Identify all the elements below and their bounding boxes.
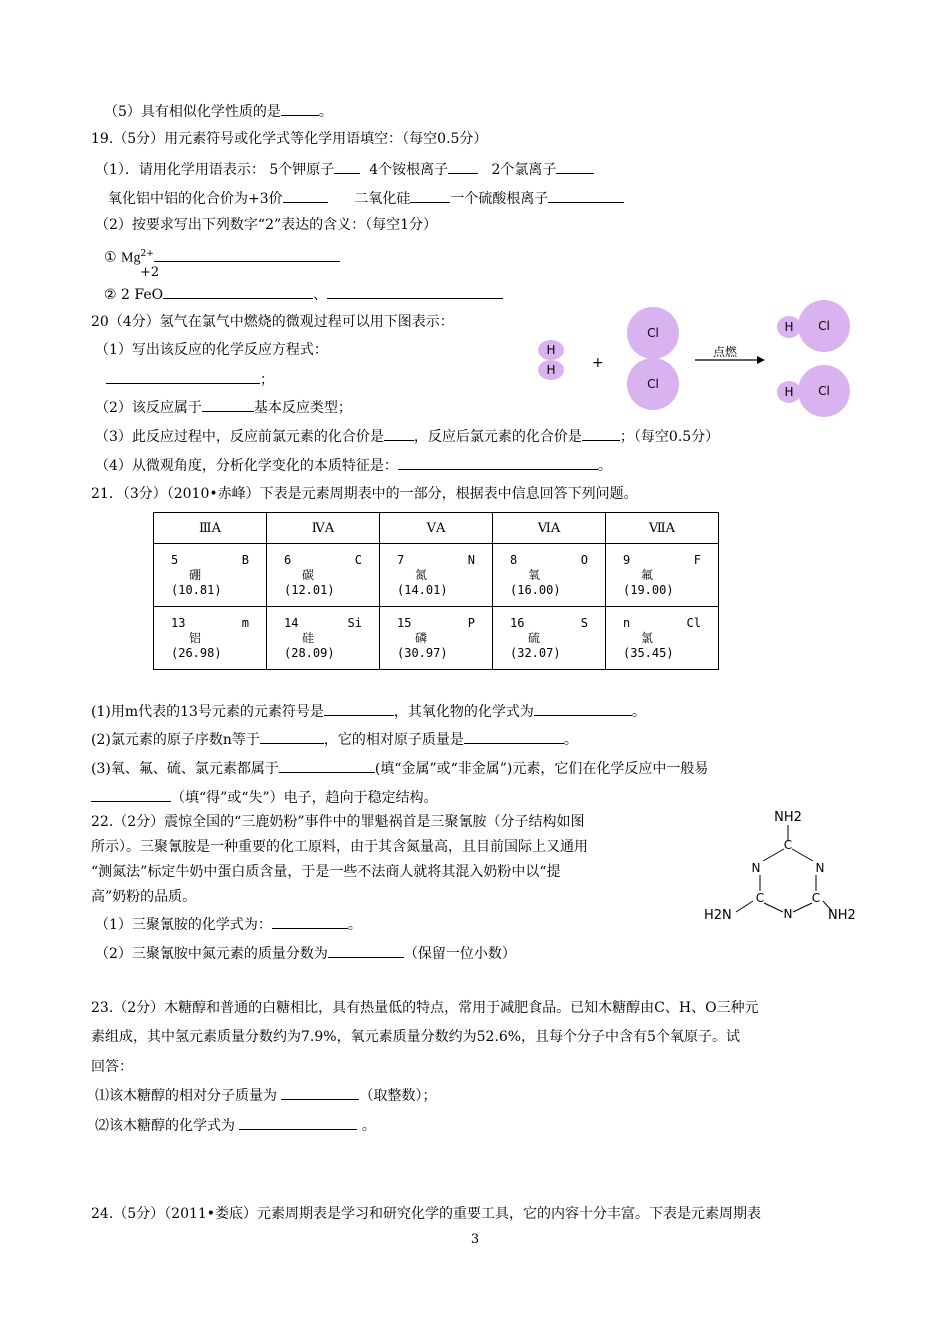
q23-line3: 回答： xyxy=(91,1059,133,1075)
q22-line3: “测氮法”标定牛奶中蛋白质含量，于是一些不法商人就将其混入奶粉中以“提 xyxy=(91,864,561,880)
element-cell: n Cl 氯 (35.45) xyxy=(606,607,719,670)
q18-line5: （5）具有相似化学性质的是 。 xyxy=(104,104,333,120)
blank[interactable] xyxy=(410,189,450,203)
q21-q3: (3)氧、氟、硫、氯元素都属于 (填“金属”或“非金属”)元素，它们在化学反应中一般易 xyxy=(91,761,709,777)
blank[interactable] xyxy=(281,1086,359,1100)
q21-q2: (2)氯元素的原子序数n等于 ，它的相对原子质量是 。 xyxy=(91,732,578,748)
q22-part2: （2）三聚氰胺中氮元素的质量分数为 （保留一位小数） xyxy=(95,946,516,962)
page-number: 3 xyxy=(470,1232,480,1247)
q19-item2: ② 2 FeO 、 xyxy=(104,285,503,304)
carbon-atom: C xyxy=(811,891,821,905)
blank[interactable] xyxy=(534,702,632,716)
q21-q1: (1)用m代表的13号元素的元素符号是 ，其氧化物的化学式为 。 xyxy=(91,704,646,720)
element-cell: 13 m 铝 (26.98) xyxy=(154,607,267,670)
blank[interactable] xyxy=(239,1116,357,1130)
q20-part2: （2）该反应属于 基本反应类型； xyxy=(95,400,352,416)
q20-part3: （3）此反应过程中，反应前氯元素的化合价是 ，反应后氯元素的化合价是 ；（每空0.5分） xyxy=(95,429,720,445)
carbon-atom: C xyxy=(783,838,793,852)
hydrogen-atom: H xyxy=(538,340,564,360)
periodic-table xyxy=(153,512,719,670)
melamine-structure xyxy=(700,805,865,925)
reaction-arrow-icon xyxy=(695,354,765,366)
blank[interactable] xyxy=(464,730,564,744)
ignition-label: 点燃 xyxy=(713,345,738,359)
nitrogen-atom: N xyxy=(815,861,825,875)
amino-group: NH2 xyxy=(774,810,802,825)
chlorine-atom: Cl xyxy=(627,307,679,359)
group-header: ⅢA xyxy=(154,513,267,544)
q23-line2: 素组成，其中氢元素质量分数约为7.9%，氧元素质量分数约为52.6%，且每个分子中含有5个氧原子。试 xyxy=(91,1029,740,1045)
q19-part2: （2）按要求写出下列数字“2”表达的含义：（每空1分） xyxy=(95,217,438,233)
nitrogen-atom: N xyxy=(751,861,761,875)
element-cell: 6 C 碳 (12.01) xyxy=(267,544,380,607)
q20-part1-answer: ； xyxy=(106,370,274,389)
blank[interactable] xyxy=(398,456,598,470)
blank[interactable] xyxy=(202,398,254,412)
blank[interactable] xyxy=(91,788,171,802)
q21-title: 21．（3分）（2010•赤峰）下表是元素周期表中的一部分，根据表中信息回答下列问题。 xyxy=(91,486,638,502)
element-cell: 8 O 氧 (16.00) xyxy=(493,544,606,607)
q23-line1: 23.（2分）木糖醇和普通的白糖相比，具有热量低的特点，常用于减肥食品。已知木糖醇由C、H、O三种元 xyxy=(91,1000,759,1016)
group-header: ⅦA xyxy=(606,513,719,544)
q22-line1: 22.（2分）震惊全国的“三鹿奶粉”事件中的罪魁祸首是三聚氰胺（分子结构如图 xyxy=(91,814,585,830)
q24-line1: 24.（5分）（2011•娄底）元素周期表是学习和研究化学的重要工具，它的内容十分丰富。下表是元素周期表 xyxy=(91,1206,762,1222)
element-cell: 16 S 硫 (32.07) xyxy=(493,607,606,670)
q22-line4: 高”奶粉的品质。 xyxy=(91,889,197,905)
hydrogen-atom: H xyxy=(777,381,801,403)
q20-part1: （1）写出该反应的化学反应方程式： xyxy=(95,342,328,358)
plus-sign: + xyxy=(592,355,604,371)
element-cell: 9 F 氟 (19.00) xyxy=(606,544,719,607)
group-header: ⅣA xyxy=(267,513,380,544)
group-header: ⅥA xyxy=(493,513,606,544)
blank[interactable] xyxy=(328,944,404,958)
blank[interactable] xyxy=(384,427,414,441)
blank[interactable] xyxy=(327,285,503,299)
element-cell: 14 Si 硅 (28.09) xyxy=(267,607,380,670)
q20-title: 20（4分）氢气在氯气中燃烧的微观过程可以用下图表示： xyxy=(91,314,454,330)
q19-part1b: 氧化铝中铝的化合价为+3价 二氧化硅 一个硫酸根离子 xyxy=(108,189,624,208)
blank[interactable] xyxy=(324,702,394,716)
amino-group: H2N xyxy=(704,908,732,923)
blank[interactable] xyxy=(582,427,620,441)
q23-part2: ⑵该木糖醇的化学式为 。 xyxy=(95,1118,376,1134)
q22-part1: （1）三聚氰胺的化学式为： 。 xyxy=(95,917,362,933)
blank[interactable] xyxy=(334,160,360,174)
q19-item1: ① $Mg^{2+}$ xyxy=(104,245,340,268)
q21-q3b: （填“得”或“失”）电子，趋向于稳定结构。 xyxy=(91,788,438,807)
element-cell: 15 P 磷 (30.97) xyxy=(380,607,493,670)
nitrogen-atom: N xyxy=(783,907,793,921)
group-header: ⅤA xyxy=(380,513,493,544)
hydrogen-atom: H xyxy=(538,360,564,380)
blank[interactable] xyxy=(163,285,313,299)
blank[interactable] xyxy=(279,759,375,773)
hydrogen-atom: H xyxy=(777,316,801,338)
valence-mark: +2 xyxy=(140,265,160,280)
chlorine-atom: Cl xyxy=(798,365,850,417)
blank[interactable] xyxy=(283,189,328,203)
q19-title: 19.（5分）用元素符号或化学式等化学用语填空：（每空0.5分） xyxy=(91,131,488,147)
q20-part4: （4）从微观角度，分析化学变化的本质特征是： 。 xyxy=(95,458,612,474)
blank[interactable] xyxy=(106,370,260,384)
amino-group: NH2 xyxy=(828,908,856,923)
blank[interactable] xyxy=(556,160,594,174)
blank[interactable] xyxy=(272,915,348,929)
blank[interactable] xyxy=(281,102,319,116)
blank[interactable] xyxy=(548,189,624,203)
q23-part1: ⑴该木糖醇的相对分子质量为 （取整数）； xyxy=(95,1088,437,1104)
blank[interactable] xyxy=(260,730,324,744)
carbon-atom: C xyxy=(755,891,765,905)
q22-line2: 所示）。三聚氰胺是一种重要的化工原料，由于其含氮量高，且目前国际上又通用 xyxy=(91,839,588,855)
chlorine-atom: Cl xyxy=(627,358,679,410)
element-cell: 7 N 氮 (14.01) xyxy=(380,544,493,607)
blank[interactable] xyxy=(448,160,478,174)
chlorine-atom: Cl xyxy=(798,300,850,352)
element-cell: 5 B 硼 (10.81) xyxy=(154,544,267,607)
blank[interactable] xyxy=(154,248,340,262)
q19-part1: （1）．请用化学用语表示： 5个钾原子 4个铵根离子 2个氯离子 xyxy=(95,160,594,179)
